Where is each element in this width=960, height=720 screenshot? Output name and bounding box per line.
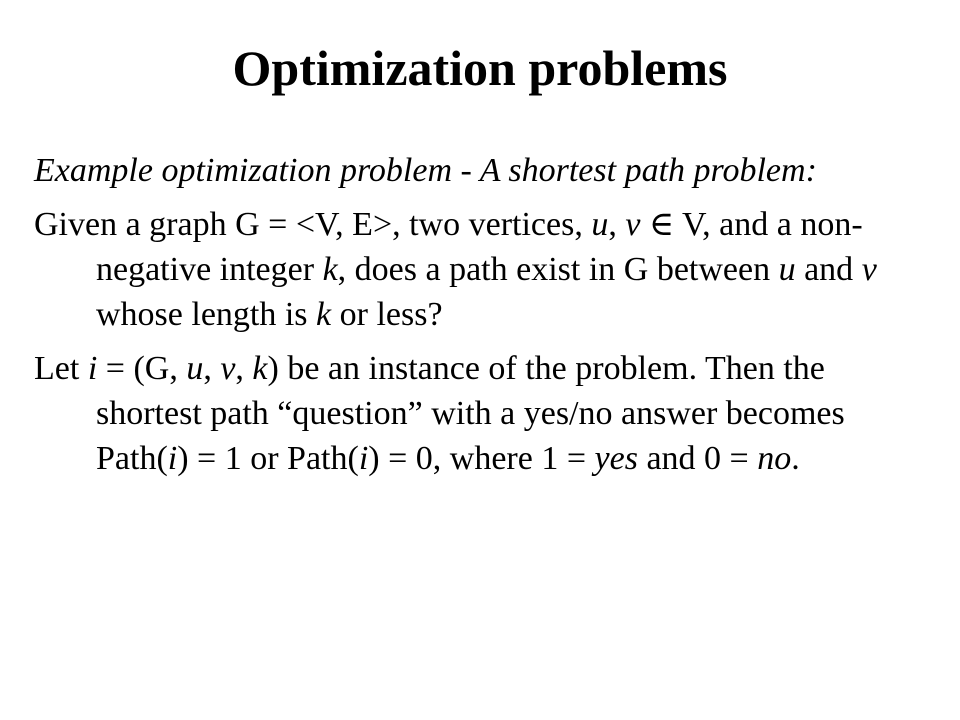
slide-body bbox=[34, 148, 934, 490]
word-yes: yes bbox=[594, 440, 638, 477]
var-k: k bbox=[322, 251, 338, 288]
given-text: or less? bbox=[331, 296, 443, 333]
instance-paragraph bbox=[34, 346, 934, 481]
var-i: i bbox=[358, 440, 369, 477]
var-u: u bbox=[591, 206, 609, 243]
given-text: ∈ V, and a non-negative integer bbox=[96, 206, 863, 288]
var-v: v bbox=[220, 350, 236, 387]
instance-text: ) = 0, where 1 = bbox=[368, 440, 595, 477]
var-v: v bbox=[625, 206, 641, 243]
intro-paragraph: Example optimization problem - A shortest path problem: bbox=[34, 152, 817, 189]
given-text: whose length is bbox=[96, 296, 317, 333]
instance-text: ) = 1 or Path( bbox=[177, 440, 359, 477]
instance-text: = (G, bbox=[97, 350, 187, 387]
given-text: Given a graph G = <V, E>, two vertices, bbox=[34, 206, 592, 243]
var-v: v bbox=[861, 251, 877, 288]
var-k: k bbox=[252, 350, 268, 387]
word-no: no bbox=[757, 440, 792, 477]
instance-text: , bbox=[235, 350, 253, 387]
instance-text: and 0 = bbox=[637, 440, 758, 477]
given-text: , bbox=[608, 206, 626, 243]
instance-text: . bbox=[791, 440, 800, 477]
var-u: u bbox=[778, 251, 796, 288]
given-text: , does a path exist in G between bbox=[337, 251, 779, 288]
var-i: i bbox=[167, 440, 178, 477]
slide-title: Optimization problems bbox=[232, 40, 728, 96]
problem-statement-paragraph bbox=[34, 202, 934, 337]
var-i: i bbox=[87, 350, 98, 387]
var-u: u bbox=[186, 350, 204, 387]
instance-text: ) be an instance of the problem. Then the shortest path “question” with a yes/no answer becomes Path( bbox=[96, 350, 845, 477]
instance-text: , bbox=[203, 350, 221, 387]
given-text: and bbox=[795, 251, 862, 288]
instance-text: Let bbox=[34, 350, 88, 387]
var-k: k bbox=[316, 296, 332, 333]
